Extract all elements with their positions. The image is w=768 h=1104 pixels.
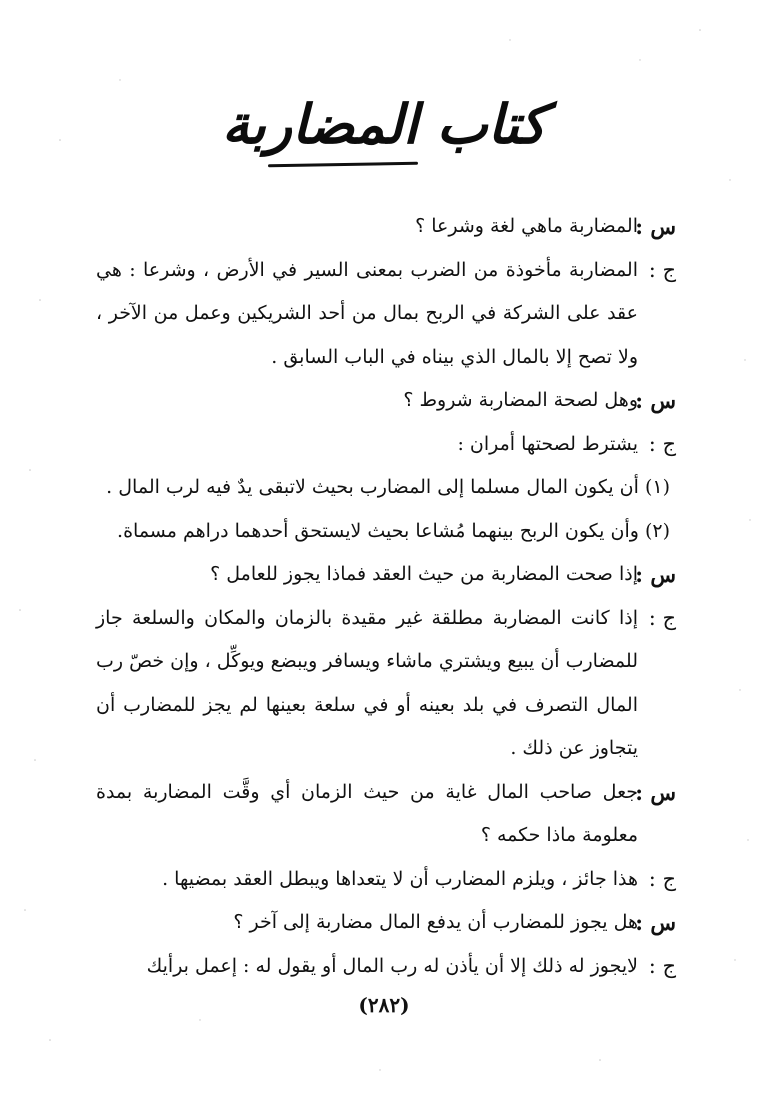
answer-marker: ج : — [648, 953, 676, 978]
answer-marker: ج : — [648, 257, 676, 282]
answer-marker: ج : — [648, 605, 676, 630]
answer-text: لايجوز له ذلك إلا أن يأذن له رب المال أو يقول له : إعمل برأيك — [146, 954, 638, 977]
condition-item: (١) أن يكون المال مسلما إلى المضارب بحيث لاتبقى يدٌ فيه لرب المال . — [106, 476, 670, 498]
qa-list — [96, 205, 676, 988]
question-marker: س : — [635, 214, 676, 239]
question-marker: س : — [635, 388, 676, 413]
question-entry — [96, 901, 676, 945]
question-text: هل يجوز للمضارب أن يدفع المال مضاربة إلى آخر ؟ — [233, 911, 638, 933]
question-marker: س : — [635, 562, 676, 587]
question-entry — [96, 771, 676, 858]
answer-entry — [96, 423, 676, 467]
question-entry — [96, 379, 676, 423]
question-text: جعل صاحب المال غاية من حيث الزمان أي وقَّت المضاربة بمدة معلومة ماذا حكمه ؟ — [96, 780, 638, 846]
condition-item: (٢) وأن يكون الربح بينهما مُشاعا بحيث لايستحق أحدهما دراهم مسماة. — [117, 519, 670, 542]
question-text: إذا صحت المضاربة من حيث العقد فماذا يجوز للعامل ؟ — [210, 563, 638, 585]
answer-entry — [96, 249, 676, 380]
answer-marker: ج : — [648, 866, 676, 891]
question-marker: س : — [635, 910, 676, 935]
answer-entry — [96, 597, 676, 771]
answer-entry — [96, 858, 676, 902]
question-text: وهل لصحة المضاربة شروط ؟ — [403, 389, 638, 411]
answer-text: إذا كانت المضاربة مطلقة غير مقيدة بالزمان والمكان والسلعة جاز للمضارب أن يبيع ويشتري ماشاء ويسافر ويبضع ويوكِّل ، وإن خصّ رب المال التصرف في بلد بعينه أو في سلعة بعينها لم يجز للمضارب أن يتجاوز عن ذلك . — [96, 606, 638, 759]
title-underline — [268, 162, 418, 168]
question-marker: س : — [635, 779, 676, 805]
answer-text: يشترط لصحتها أمران : — [457, 432, 638, 455]
answer-marker: ج : — [648, 431, 676, 456]
question-entry — [96, 205, 676, 249]
answer-text: المضاربة مأخوذة من الضرب بمعنى السير في الأرض ، وشرعا : هي عقد على الشركة في الربح بمال من أحد الشريكين وعمل من الآخر ، ولا تصح إلا بالمال الذي بيناه في الباب السابق . — [96, 258, 638, 368]
answer-text: هذا جائز ، ويلزم المضارب أن لا يتعداها ويبطل العقد بمضيها . — [162, 867, 638, 890]
chapter-title: كتاب المضاربة — [221, 92, 547, 156]
answer-entry — [96, 945, 676, 989]
page-number: (٢٨٢) — [358, 993, 410, 1017]
question-text: المضاربة ماهي لغة وشرعا ؟ — [415, 215, 638, 237]
question-entry — [96, 553, 676, 597]
